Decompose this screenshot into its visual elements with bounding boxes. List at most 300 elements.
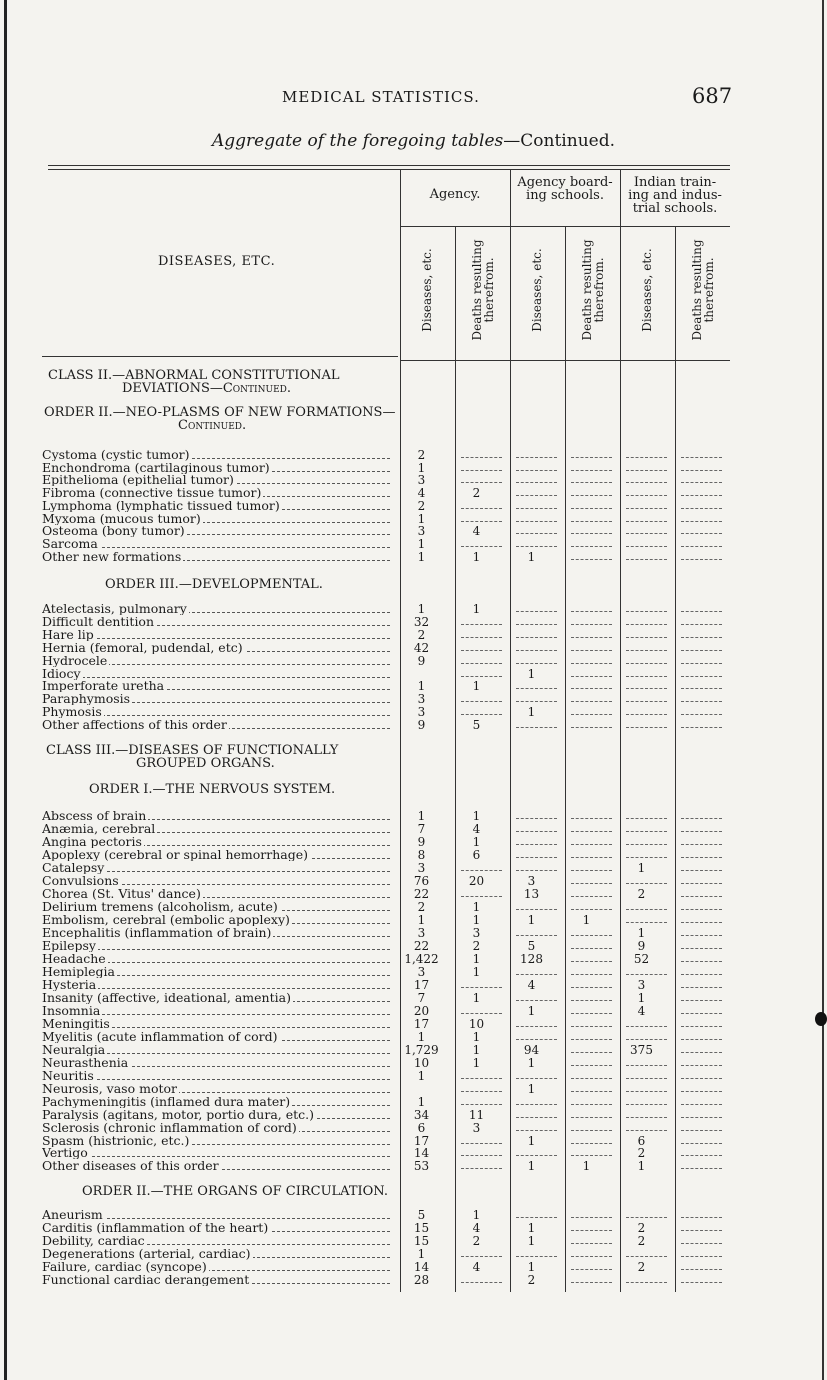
empty-cell-dashes	[626, 701, 667, 702]
empty-cell-dashes	[626, 883, 667, 884]
empty-cell-dashes	[571, 495, 612, 496]
disease-name: Hernia (femoral, pudendal, etc)	[42, 641, 243, 654]
empty-cell-dashes	[626, 714, 667, 715]
class-heading: CLASS III.—DISEASES OF FUNCTIONALLY	[46, 743, 339, 758]
empty-cell-dashes	[681, 1282, 722, 1283]
empty-cell-dashes	[626, 650, 667, 651]
table-row-label	[42, 1109, 390, 1121]
table-row-label	[42, 719, 390, 731]
diseases-count: 1	[417, 1246, 426, 1261]
leader-dots	[42, 677, 390, 678]
table-row-label	[42, 680, 390, 692]
empty-cell-dashes	[571, 896, 612, 897]
table-row-label	[42, 1018, 390, 1030]
empty-cell-dashes	[626, 1065, 667, 1066]
empty-cell-dashes	[461, 896, 502, 897]
diseases-count: 10	[413, 1055, 430, 1070]
empty-cell-dashes	[571, 909, 612, 910]
empty-cell-dashes	[516, 1026, 557, 1027]
empty-cell-dashes	[516, 909, 557, 910]
diseases-count: 2	[417, 498, 426, 513]
table-row-label	[42, 1235, 390, 1247]
table-top-rule-2	[48, 169, 730, 170]
empty-cell-dashes	[571, 533, 612, 534]
empty-cell-dashes	[681, 883, 722, 884]
diseases-count: 42	[413, 640, 430, 655]
empty-cell-dashes	[626, 508, 667, 509]
diseases-count: 1,422	[404, 951, 439, 966]
empty-cell-dashes	[626, 624, 667, 625]
table-row-label	[42, 836, 390, 848]
disease-name: Neurasthenia	[42, 1056, 129, 1069]
deaths-count: 4	[472, 821, 481, 836]
row-header-label: DISEASES, ETC.	[158, 254, 276, 269]
diseases-count: 128	[520, 951, 543, 966]
empty-cell-dashes	[681, 961, 722, 962]
diseases-count: 9	[417, 834, 426, 849]
empty-cell-dashes	[571, 1269, 612, 1270]
empty-cell-dashes	[516, 546, 557, 547]
table-row-label	[42, 1122, 390, 1134]
deaths-count: 3	[472, 1120, 481, 1135]
table-row-label	[42, 449, 390, 461]
diseases-count: 6	[417, 1120, 426, 1135]
disease-name: Epithelioma (epithelial tumor)	[42, 474, 234, 487]
empty-cell-dashes	[681, 844, 722, 845]
disease-name: Functional cardiac derangement	[42, 1273, 250, 1286]
empty-cell-dashes	[626, 727, 667, 728]
deaths-column-header	[691, 228, 715, 352]
diseases-count: 3	[417, 925, 426, 940]
deaths-count: 20	[468, 873, 485, 888]
empty-cell-dashes	[681, 546, 722, 547]
empty-cell-dashes	[571, 508, 612, 509]
empty-cell-dashes	[681, 533, 722, 534]
column-rule	[675, 226, 676, 1292]
empty-cell-dashes	[681, 1039, 722, 1040]
table-row-label	[42, 1031, 390, 1043]
diseases-count: 3	[417, 473, 426, 488]
table-row-label	[42, 1160, 390, 1172]
table-row-label	[42, 693, 390, 705]
empty-cell-dashes	[626, 974, 667, 975]
table-row-label	[42, 474, 390, 486]
diseases-count: 3	[417, 692, 426, 707]
diseases-count: 1	[417, 679, 426, 694]
empty-cell-dashes	[681, 637, 722, 638]
diseases-count: 1	[527, 1133, 536, 1148]
disease-name: Hemiplegia	[42, 965, 115, 978]
disease-name: Sclerosis (chronic inflammation of cord)	[42, 1121, 297, 1134]
disease-name: Catalepsy	[42, 861, 105, 874]
disease-name: Cystoma (cystic tumor)	[42, 449, 190, 461]
disease-name: Epilepsy	[42, 939, 96, 952]
table-row-label	[42, 616, 390, 628]
table-row-label	[42, 1057, 390, 1069]
diseases-count: 1	[527, 705, 536, 720]
empty-cell-dashes	[626, 1130, 667, 1131]
empty-cell-dashes	[626, 546, 667, 547]
table-row-label	[42, 1209, 390, 1221]
diseases-count: 22	[413, 886, 430, 901]
empty-cell-dashes	[516, 870, 557, 871]
empty-cell-dashes	[626, 457, 667, 458]
disease-name: Other new formations	[42, 550, 182, 563]
empty-cell-dashes	[516, 974, 557, 975]
empty-cell-dashes	[681, 1269, 722, 1270]
empty-cell-dashes	[571, 883, 612, 884]
deaths-count: 2	[472, 938, 481, 953]
empty-cell-dashes	[571, 676, 612, 677]
empty-cell-dashes	[516, 650, 557, 651]
empty-cell-dashes	[626, 1282, 667, 1283]
diseases-count: 1	[417, 1029, 426, 1044]
diseases-count: 2	[637, 1146, 646, 1161]
empty-cell-dashes	[626, 1117, 667, 1118]
empty-cell-dashes	[461, 1104, 502, 1105]
deaths-count: 6	[472, 847, 481, 862]
deaths-header-line: therefrom.	[482, 257, 496, 323]
empty-cell-dashes	[571, 688, 612, 689]
table-row-label	[42, 849, 390, 861]
diseases-count: 34	[413, 1107, 430, 1122]
disease-name: Failure, cardiac (syncope)	[42, 1260, 207, 1273]
disease-name: Headache	[42, 952, 106, 965]
column-group-label-line: ing schools.	[526, 188, 604, 203]
diseases-count: 9	[417, 718, 426, 733]
deaths-count: 4	[472, 1259, 481, 1274]
empty-cell-dashes	[681, 701, 722, 702]
empty-cell-dashes	[626, 688, 667, 689]
deaths-count: 1	[472, 951, 481, 966]
empty-cell-dashes	[461, 676, 502, 677]
empty-cell-dashes	[681, 948, 722, 949]
empty-cell-dashes	[516, 663, 557, 664]
empty-cell-dashes	[461, 1256, 502, 1257]
empty-cell-dashes	[571, 1143, 612, 1144]
disease-name: Convulsions	[42, 874, 119, 887]
empty-cell-dashes	[461, 521, 502, 522]
diseases-count: 17	[413, 1016, 430, 1031]
column-group-label-line: Agency board-	[517, 175, 613, 190]
empty-cell-dashes	[681, 495, 722, 496]
diseases-count: 13	[523, 886, 540, 901]
diseases-count: 4	[637, 1003, 646, 1018]
table-row-label	[42, 1070, 390, 1082]
diseases-count: 2	[637, 1259, 646, 1274]
disease-name: Anæmia, cerebral	[42, 822, 156, 835]
table-row-label	[42, 462, 390, 474]
disease-name: Insomnia	[42, 1004, 101, 1017]
table-row-label	[42, 1083, 390, 1095]
empty-cell-dashes	[681, 650, 722, 651]
empty-cell-dashes	[571, 457, 612, 458]
empty-cell-dashes	[681, 831, 722, 832]
diseases-count: 15	[413, 1220, 430, 1235]
diseases-count: 6	[637, 1133, 646, 1148]
deaths-count: 2	[472, 1233, 481, 1248]
empty-cell-dashes	[626, 1256, 667, 1257]
table-row-label	[42, 1135, 390, 1147]
empty-cell-dashes	[516, 611, 557, 612]
column-rule	[620, 170, 621, 1292]
disease-name: Abscess of brain	[42, 810, 147, 822]
deaths-count: 1	[472, 602, 481, 616]
disease-name: Neuralgia	[42, 1043, 106, 1056]
empty-cell-dashes	[516, 1217, 557, 1218]
diseases-count: 1	[637, 990, 646, 1005]
column-rule	[510, 170, 511, 1292]
empty-cell-dashes	[516, 727, 557, 728]
disease-name: Pachymeningitis (inflamed dura mater)	[42, 1095, 291, 1108]
table-row-label	[42, 1005, 390, 1017]
diseases-count: 1	[417, 511, 426, 526]
diseases-column-header: Diseases, etc.	[530, 248, 544, 332]
empty-cell-dashes	[626, 1217, 667, 1218]
diseases-count: 1	[637, 1159, 646, 1174]
empty-cell-dashes	[461, 714, 502, 715]
diseases-count: 1	[527, 1159, 536, 1174]
empty-cell-dashes	[571, 987, 612, 988]
empty-cell-dashes	[571, 948, 612, 949]
deaths-count: 10	[468, 1016, 485, 1031]
disease-name: Enchondroma (cartilaginous tumor)	[42, 461, 270, 474]
empty-cell-dashes	[681, 1052, 722, 1053]
empty-cell-dashes	[626, 857, 667, 858]
empty-cell-dashes	[571, 1078, 612, 1079]
empty-cell-dashes	[516, 1104, 557, 1105]
diseases-count: 5	[417, 1208, 426, 1222]
disease-name: Paraphymosis	[42, 693, 131, 706]
empty-cell-dashes	[681, 1104, 722, 1105]
diseases-count: 17	[413, 1133, 430, 1148]
empty-cell-dashes	[461, 470, 502, 471]
empty-cell-dashes	[681, 1065, 722, 1066]
deaths-column-header	[581, 228, 605, 352]
table-row-label	[42, 979, 390, 991]
empty-cell-dashes	[571, 624, 612, 625]
empty-cell-dashes	[626, 818, 667, 819]
empty-cell-dashes	[571, 1091, 612, 1092]
deaths-count: 4	[472, 524, 481, 539]
table-row-label	[42, 992, 390, 1004]
empty-cell-dashes	[571, 935, 612, 936]
empty-cell-dashes	[626, 637, 667, 638]
diseases-count: 1	[527, 1233, 536, 1248]
deaths-count: 4	[472, 1220, 481, 1235]
disease-name: Hare lip	[42, 628, 94, 641]
empty-cell-dashes	[681, 611, 722, 612]
empty-cell-dashes	[461, 987, 502, 988]
empty-cell-dashes	[681, 559, 722, 560]
diseases-count: 2	[417, 448, 426, 462]
diseases-count: 1	[417, 602, 426, 616]
empty-cell-dashes	[681, 987, 722, 988]
disease-name: Osteoma (bony tumor)	[42, 525, 185, 538]
class-heading: DEVIATIONS—Continued.	[122, 381, 291, 396]
empty-cell-dashes	[461, 624, 502, 625]
table-row-label	[42, 538, 390, 550]
diseases-count: 32	[413, 614, 430, 629]
empty-cell-dashes	[571, 1013, 612, 1014]
disease-name: Atelectasis, pulmonary	[42, 603, 187, 615]
empty-cell-dashes	[626, 909, 667, 910]
deaths-header-line: therefrom.	[702, 257, 716, 323]
empty-cell-dashes	[461, 701, 502, 702]
disease-name: Phymosis	[42, 706, 102, 719]
empty-cell-dashes	[571, 1230, 612, 1231]
empty-cell-dashes	[681, 1256, 722, 1257]
column-group-label-line: Indian train-	[633, 175, 717, 190]
empty-cell-dashes	[571, 701, 612, 702]
empty-cell-dashes	[571, 1130, 612, 1131]
empty-cell-dashes	[626, 1078, 667, 1079]
empty-cell-dashes	[681, 482, 722, 483]
table-row-label	[42, 1248, 390, 1260]
diseases-count: 76	[413, 873, 430, 888]
empty-cell-dashes	[681, 935, 722, 936]
empty-cell-dashes	[681, 663, 722, 664]
empty-cell-dashes	[626, 482, 667, 483]
empty-cell-dashes	[461, 663, 502, 664]
diseases-column-header: Diseases, etc.	[420, 248, 434, 332]
order-heading: Continued.	[178, 418, 247, 433]
deaths-count: 1	[472, 964, 481, 979]
column-group-header	[400, 188, 510, 201]
empty-cell-dashes	[681, 1091, 722, 1092]
empty-cell-dashes	[516, 1039, 557, 1040]
empty-cell-dashes	[461, 457, 502, 458]
disease-name: Neurosis, vaso motor	[42, 1082, 177, 1095]
diseases-count: 2	[417, 627, 426, 642]
diseases-count: 1	[527, 549, 536, 564]
order-heading: ORDER II.—NEO-PLASMS OF NEW FORMATIONS—	[44, 405, 396, 420]
empty-cell-dashes	[571, 844, 612, 845]
empty-cell-dashes	[461, 637, 502, 638]
empty-cell-dashes	[516, 1078, 557, 1079]
table-row-label	[42, 706, 390, 718]
diseases-count: 1	[527, 1081, 536, 1096]
diseases-count: 1	[527, 666, 536, 681]
deaths-count: 1	[472, 549, 481, 564]
disease-name: Hydrocele	[42, 654, 108, 667]
empty-cell-dashes	[571, 974, 612, 975]
empty-cell-dashes	[681, 1078, 722, 1079]
empty-cell-dashes	[571, 559, 612, 560]
diseases-count: 1	[527, 1220, 536, 1235]
empty-cell-dashes	[571, 663, 612, 664]
disease-name: Meningitis	[42, 1017, 110, 1030]
table-row-label	[42, 487, 390, 499]
empty-cell-dashes	[626, 922, 667, 923]
disease-name: Embolism, cerebral (embolic apoplexy)	[42, 913, 290, 926]
empty-cell-dashes	[681, 1168, 722, 1169]
disease-name: Spasm (histrionic, etc.)	[42, 1134, 190, 1147]
empty-cell-dashes	[571, 1155, 612, 1156]
empty-cell-dashes	[681, 1217, 722, 1218]
diseases-count: 1	[527, 1003, 536, 1018]
empty-cell-dashes	[571, 714, 612, 715]
empty-cell-dashes	[571, 1000, 612, 1001]
diseases-count: 3	[417, 705, 426, 720]
table-row-label	[42, 888, 390, 900]
empty-cell-dashes	[681, 1013, 722, 1014]
diseases-count: 9	[417, 653, 426, 668]
empty-cell-dashes	[516, 831, 557, 832]
order-heading: ORDER I.—THE NERVOUS SYSTEM.	[89, 782, 336, 797]
empty-cell-dashes	[571, 1065, 612, 1066]
deaths-header-line: Deaths resulting	[690, 239, 704, 341]
deaths-count: 1	[582, 912, 591, 927]
deaths-count: 1	[472, 912, 481, 927]
diseases-count: 2	[417, 899, 426, 914]
column-group-label-line: trial schools.	[632, 201, 718, 216]
table-top-rule	[48, 165, 730, 166]
diseases-count: 22	[413, 938, 430, 953]
empty-cell-dashes	[681, 688, 722, 689]
deaths-count: 1	[472, 1029, 481, 1044]
table-row-label	[42, 668, 390, 680]
empty-cell-dashes	[461, 650, 502, 651]
disease-name: Angina pectoris	[42, 835, 142, 848]
disease-name: Fibroma (connective tissue tumor)	[42, 487, 262, 500]
disease-name: Other diseases of this order	[42, 1160, 219, 1173]
empty-cell-dashes	[681, 1243, 722, 1244]
subtitle-rest: —Continued.	[503, 131, 615, 151]
empty-cell-dashes	[571, 818, 612, 819]
diseases-count: 94	[523, 1042, 540, 1057]
empty-cell-dashes	[461, 870, 502, 871]
table-row-label	[42, 1096, 390, 1108]
column-group-label-line: ing and indus-	[628, 188, 722, 203]
diseases-count: 28	[413, 1272, 430, 1287]
subtitle-italic: Aggregate of the foregoing tables	[211, 131, 504, 151]
table-row-label	[42, 966, 390, 978]
running-title: MEDICAL STATISTICS.	[282, 88, 480, 106]
disease-name: Sarcoma	[42, 537, 98, 550]
empty-cell-dashes	[626, 495, 667, 496]
empty-cell-dashes	[626, 1091, 667, 1092]
empty-cell-dashes	[681, 1130, 722, 1131]
diseases-count: 15	[413, 1233, 430, 1248]
diseases-count: 3	[637, 977, 646, 992]
diseases-count: 2	[637, 886, 646, 901]
empty-cell-dashes	[571, 857, 612, 858]
empty-cell-dashes	[461, 1168, 502, 1169]
deaths-count: 3	[472, 925, 481, 940]
empty-cell-dashes	[681, 857, 722, 858]
empty-cell-dashes	[681, 1155, 722, 1156]
empty-cell-dashes	[626, 470, 667, 471]
table-row-label	[42, 551, 390, 563]
table-row-label	[42, 953, 390, 965]
empty-cell-dashes	[571, 546, 612, 547]
diseases-count: 7	[417, 821, 426, 836]
empty-cell-dashes	[461, 508, 502, 509]
empty-cell-dashes	[516, 495, 557, 496]
empty-cell-dashes	[681, 1117, 722, 1118]
diseases-count: 14	[413, 1259, 430, 1274]
order-heading: ORDER III.—DEVELOPMENTAL.	[105, 577, 323, 592]
empty-cell-dashes	[461, 482, 502, 483]
diseases-count: 1	[527, 1259, 536, 1274]
page-number: 687	[692, 84, 733, 108]
empty-cell-dashes	[626, 1104, 667, 1105]
diseases-count: 1	[527, 1055, 536, 1070]
empty-cell-dashes	[571, 1104, 612, 1105]
table-row-label	[42, 862, 390, 874]
empty-cell-dashes	[571, 870, 612, 871]
